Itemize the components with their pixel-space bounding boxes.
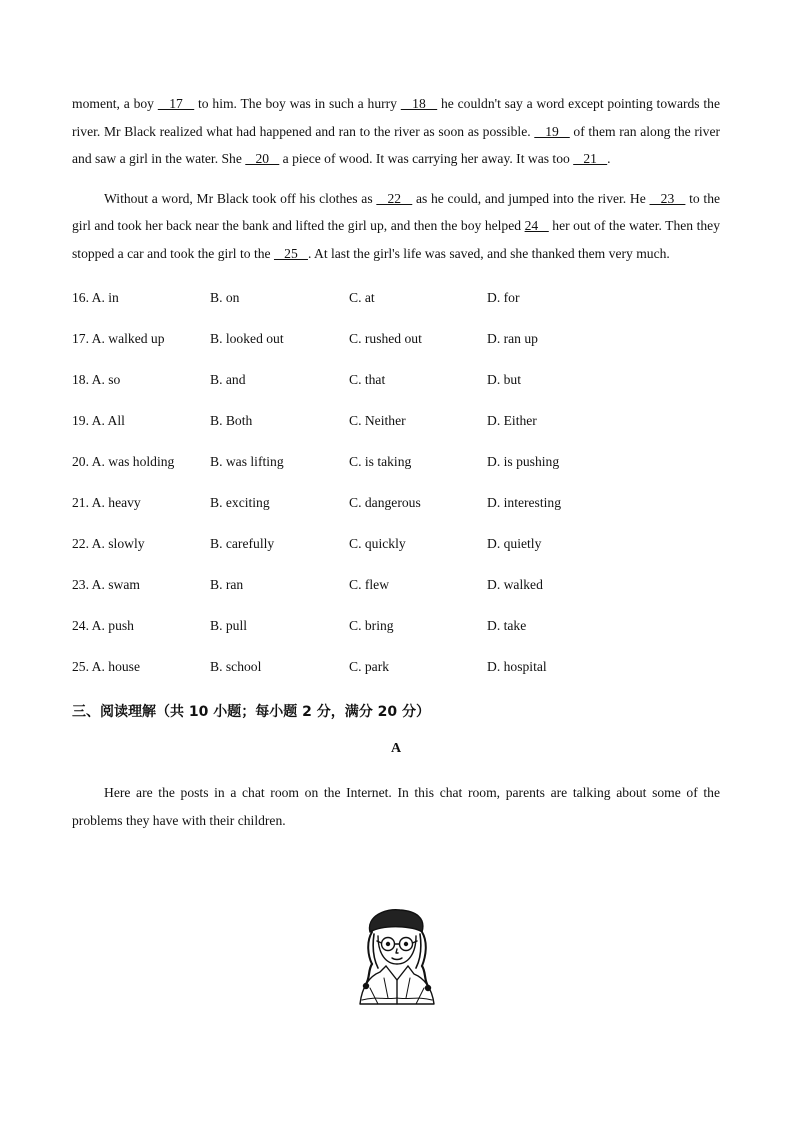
option-b[interactable]: B. exciting [210, 494, 270, 510]
cloze-paragraph-1 [72, 90, 720, 173]
option-text: A. house [91, 658, 140, 674]
option-text: A. All [91, 412, 125, 428]
option-c[interactable]: C. flew [349, 576, 390, 592]
option-c[interactable]: C. park [349, 658, 390, 674]
question-number: 16. [72, 289, 89, 305]
text: . [607, 151, 611, 166]
option-b[interactable]: B. and [210, 371, 246, 387]
cloze-paragraph-2 [72, 185, 720, 268]
option-b[interactable]: B. looked out [210, 330, 284, 346]
document-page [72, 90, 720, 834]
option-a[interactable] [72, 372, 210, 388]
text: he couldn't say a word except pointing towards the river. Mr Black realized what had happened and ran to the river as soon as possible. [72, 96, 720, 139]
option-b[interactable]: B. was lifting [210, 453, 284, 469]
option-b[interactable]: B. carefully [210, 535, 275, 551]
option-b[interactable]: B. school [210, 658, 262, 674]
blank-18[interactable]: 18 [400, 96, 438, 111]
blank-23[interactable]: 23 [649, 190, 686, 206]
question-number: 18. [72, 371, 89, 387]
option-text: A. push [91, 617, 134, 633]
option-text: A. in [91, 289, 119, 305]
option-d[interactable]: D. Either [487, 412, 537, 428]
option-c[interactable]: C. bring [349, 617, 394, 633]
question-row-22 [72, 523, 720, 564]
option-d[interactable]: D. is pushing [487, 453, 560, 469]
option-a[interactable] [72, 495, 210, 511]
option-c[interactable]: C. at [349, 289, 375, 305]
option-c[interactable]: C. dangerous [349, 494, 421, 510]
question-number: 24. [72, 617, 89, 633]
option-a[interactable] [72, 577, 210, 593]
option-d[interactable]: D. interesting [487, 494, 561, 510]
passage-intro: Here are the posts in a chat room on the Internet. In this chat room, parents are talking about some of the problems they have with their children. [72, 785, 720, 828]
text: her out of the water. Then they stopped a car and took the girl to the [72, 218, 721, 261]
option-d[interactable]: D. hospital [487, 658, 547, 674]
text: . At last the girl's life was saved, and she thanked them very much. [307, 245, 670, 261]
option-a[interactable] [72, 618, 210, 634]
options-list [72, 277, 720, 687]
blank-22[interactable]: 22 [376, 190, 413, 206]
text: to the girl and took her back near the bank and lifted the girl up, and then the boy helped [72, 190, 721, 233]
option-d[interactable]: D. walked [487, 576, 543, 592]
option-b[interactable]: B. Both [210, 412, 253, 428]
option-text: A. so [91, 371, 121, 387]
option-text: A. heavy [91, 494, 141, 510]
option-c[interactable]: C. Neither [349, 412, 406, 428]
option-c[interactable]: C. rushed out [349, 330, 422, 346]
question-number: 20. [72, 453, 89, 469]
option-a[interactable] [72, 454, 210, 470]
option-b[interactable]: B. on [210, 289, 240, 305]
question-row-24 [72, 605, 720, 646]
question-number: 22. [72, 535, 89, 551]
question-row-21 [72, 482, 720, 523]
option-d[interactable]: D. quietly [487, 535, 542, 551]
option-d[interactable]: D. ran up [487, 330, 538, 346]
question-row-19 [72, 400, 720, 441]
question-row-25 [72, 646, 720, 687]
option-d[interactable]: D. but [487, 371, 521, 387]
text: of them ran along the river and saw a girl in the water. She [72, 123, 721, 166]
blank-25[interactable]: 25 [273, 245, 308, 261]
question-number: 23. [72, 576, 89, 592]
option-a[interactable] [72, 331, 210, 347]
question-number: 21. [72, 494, 89, 510]
text: as he could, and jumped into the river. He [412, 190, 650, 206]
option-text: A. slowly [91, 535, 145, 551]
text: to him. The boy was in such a hurry [194, 96, 401, 111]
option-a[interactable] [72, 659, 210, 675]
question-row-23 [72, 564, 720, 605]
question-number: 25. [72, 658, 89, 674]
text: a piece of wood. It was carrying her away. It was too [279, 151, 574, 166]
text: moment, a boy [72, 96, 158, 111]
option-d[interactable]: D. for [487, 289, 520, 305]
option-c[interactable]: C. quickly [349, 535, 406, 551]
option-c[interactable]: C. is taking [349, 453, 412, 469]
question-row-16 [72, 277, 720, 318]
blank-24[interactable]: 24 [524, 218, 549, 233]
option-b[interactable]: B. pull [210, 617, 248, 633]
blank-20[interactable]: 20 [245, 151, 280, 166]
question-number: 19. [72, 412, 89, 428]
girl-with-glasses-illustration [356, 908, 438, 1006]
option-a[interactable] [72, 413, 210, 429]
section-title: 三、阅读理解（共 10 小题；每小题 2 分，满分 20 分） [72, 704, 430, 720]
option-c[interactable]: C. that [349, 371, 386, 387]
option-a[interactable] [72, 536, 210, 552]
question-row-20 [72, 441, 720, 482]
option-text: A. walked up [91, 330, 165, 346]
text: Without a word, Mr Black took off his clothes as [104, 190, 377, 206]
question-row-18 [72, 359, 720, 400]
blank-19[interactable]: 19 [534, 123, 570, 139]
option-text: A. was holding [91, 453, 175, 469]
option-a[interactable] [72, 290, 210, 306]
question-row-17 [72, 318, 720, 359]
option-text: A. swam [91, 576, 140, 592]
option-d[interactable]: D. take [487, 617, 527, 633]
question-number: 17. [72, 330, 89, 346]
blank-17[interactable]: 17 [157, 96, 195, 111]
blank-21[interactable]: 21 [573, 151, 608, 166]
option-b[interactable]: B. ran [210, 576, 244, 592]
passage-label: A [390, 741, 402, 756]
